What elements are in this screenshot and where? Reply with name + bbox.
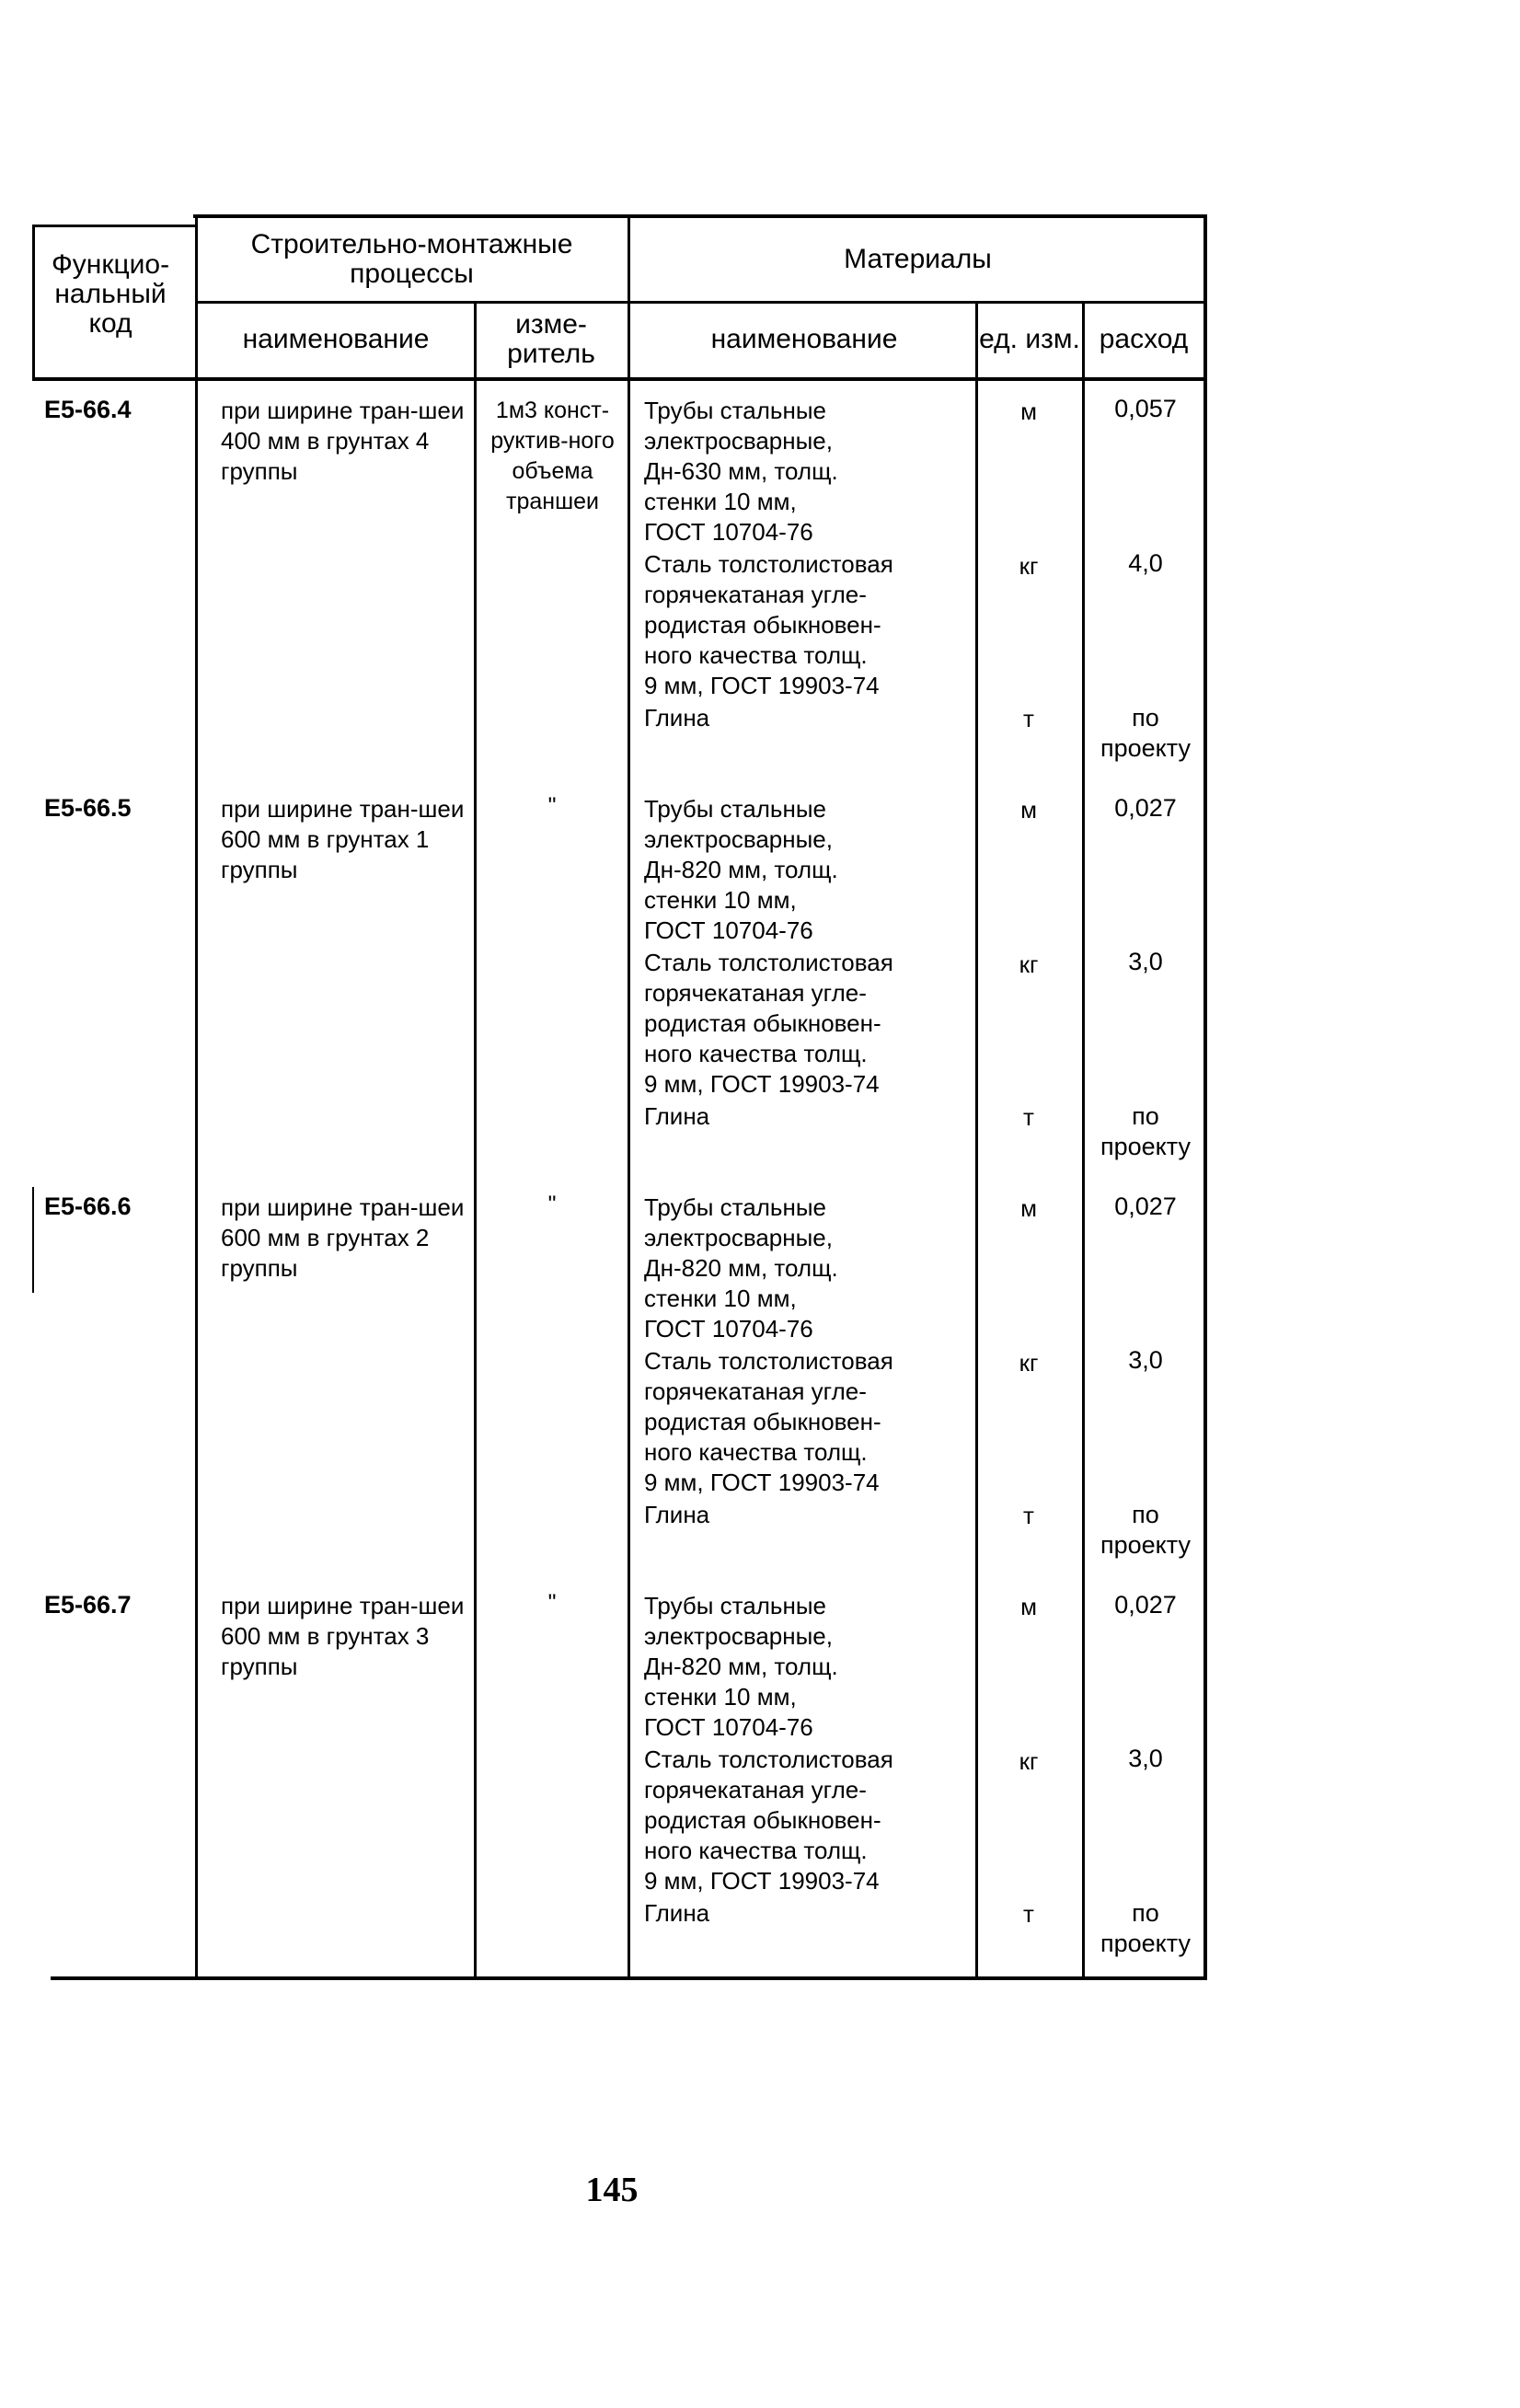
row-process-name: при ширине тран-шеи 600 мм в грунтах 1 группы xyxy=(221,795,465,883)
header-bottom-border xyxy=(32,377,1205,381)
material-unit: т xyxy=(1023,1103,1034,1131)
material-name: Трубы стальные электросварные, Дн-820 мм, толщ. стенки 10 мм, ГОСТ 10704-76 xyxy=(644,795,838,944)
row-meter: " xyxy=(547,1192,557,1217)
material-unit: кг xyxy=(1019,552,1039,580)
col-divider-qty xyxy=(1082,302,1085,1979)
material-unit: кг xyxy=(1019,951,1039,978)
material-name: Сталь толстолистовая горячекатаная угле- родистая обыкновен- ного качества толщ. 9 мм, ГОСТ 19903-74 xyxy=(644,1347,893,1496)
header-functional-code: Функцио-нальный код xyxy=(51,249,170,339)
row-meter: " xyxy=(547,1590,557,1616)
header-mat-qty: расход xyxy=(1099,324,1189,354)
header-materials-group: Материалы xyxy=(844,244,992,274)
row-code: Е5-66.4 xyxy=(44,396,132,423)
material-unit: м xyxy=(1020,397,1037,425)
page-number: 145 xyxy=(585,2171,639,2209)
material-unit: т xyxy=(1023,1900,1034,1928)
material-qty: 0,027 xyxy=(1114,1192,1177,1220)
material-unit: м xyxy=(1020,1593,1037,1620)
col-divider-code xyxy=(195,214,198,1979)
material-name: Трубы стальные электросварные, Дн-820 мм, толщ. стенки 10 мм, ГОСТ 10704-76 xyxy=(644,1592,838,1741)
row-code: Е5-66.5 xyxy=(44,794,132,822)
material-qty: 3,0 xyxy=(1128,948,1163,975)
material-name: Сталь толстолистовая горячекатаная угле- родистая обыкновен- ного качества толщ. 9 мм, ГОСТ 19903-74 xyxy=(644,550,893,699)
table-left-tick xyxy=(32,1187,34,1293)
material-unit: т xyxy=(1023,1502,1034,1529)
header-mat-name: наименование xyxy=(710,324,898,354)
material-unit: кг xyxy=(1019,1747,1039,1775)
material-qty: 0,057 xyxy=(1114,395,1177,422)
material-qty: 4,0 xyxy=(1128,549,1163,577)
row-meter: 1м3 конст-руктив-ного объема траншеи xyxy=(490,397,615,514)
material-unit: м xyxy=(1020,796,1037,824)
col-divider-proc xyxy=(474,302,477,1979)
header-proc-name: наименование xyxy=(242,324,430,354)
row-process-name: при ширине тран-шеи 400 мм в грунтах 4 группы xyxy=(221,397,465,485)
table-top-border xyxy=(193,214,1205,218)
material-unit: м xyxy=(1020,1194,1037,1222)
material-qty: 0,027 xyxy=(1114,1591,1177,1619)
material-qty: по проекту xyxy=(1100,704,1191,762)
material-name: Глина xyxy=(644,1501,710,1528)
material-name: Глина xyxy=(644,1102,710,1130)
material-qty: 3,0 xyxy=(1128,1346,1163,1374)
row-meter: " xyxy=(547,793,557,819)
material-name: Сталь толстолистовая горячекатаная угле- родистая обыкновен- ного качества толщ. 9 мм, ГОСТ 19903-74 xyxy=(644,949,893,1098)
material-unit: кг xyxy=(1019,1349,1039,1377)
table-top-border-left xyxy=(32,225,196,227)
row-process-name: при ширине тран-шеи 600 мм в грунтах 3 группы xyxy=(221,1592,465,1680)
material-name: Глина xyxy=(644,1899,710,1927)
table-right-border xyxy=(1203,214,1207,1979)
header-sub-divider xyxy=(195,301,1205,304)
material-name: Трубы стальные электросварные, Дн-820 мм, толщ. стенки 10 мм, ГОСТ 10704-76 xyxy=(644,1193,838,1342)
row-code: Е5-66.6 xyxy=(44,1192,132,1220)
material-unit: т xyxy=(1023,705,1034,732)
header-mat-unit: ед. изм. xyxy=(979,324,1080,354)
header-processes-group: Строительно-монтажные процессы xyxy=(250,229,573,289)
material-name: Сталь толстолистовая горячекатаная угле- родистая обыкновен- ного качества толщ. 9 мм, ГОСТ 19903-74 xyxy=(644,1746,893,1895)
material-qty: по проекту xyxy=(1100,1899,1191,1957)
table-left-border xyxy=(32,225,35,381)
material-qty: по проекту xyxy=(1100,1102,1191,1160)
row-process-name: при ширине тран-шеи 600 мм в грунтах 2 группы xyxy=(221,1193,465,1282)
material-qty: 3,0 xyxy=(1128,1745,1163,1772)
material-qty: по проекту xyxy=(1100,1501,1191,1559)
row-code: Е5-66.7 xyxy=(44,1591,132,1619)
material-name: Трубы стальные электросварные, Дн-630 мм, толщ. стенки 10 мм, ГОСТ 10704-76 xyxy=(644,397,838,546)
header-proc-meter: изме-ритель xyxy=(507,309,595,369)
material-name: Глина xyxy=(644,704,710,732)
material-qty: 0,027 xyxy=(1114,794,1177,822)
